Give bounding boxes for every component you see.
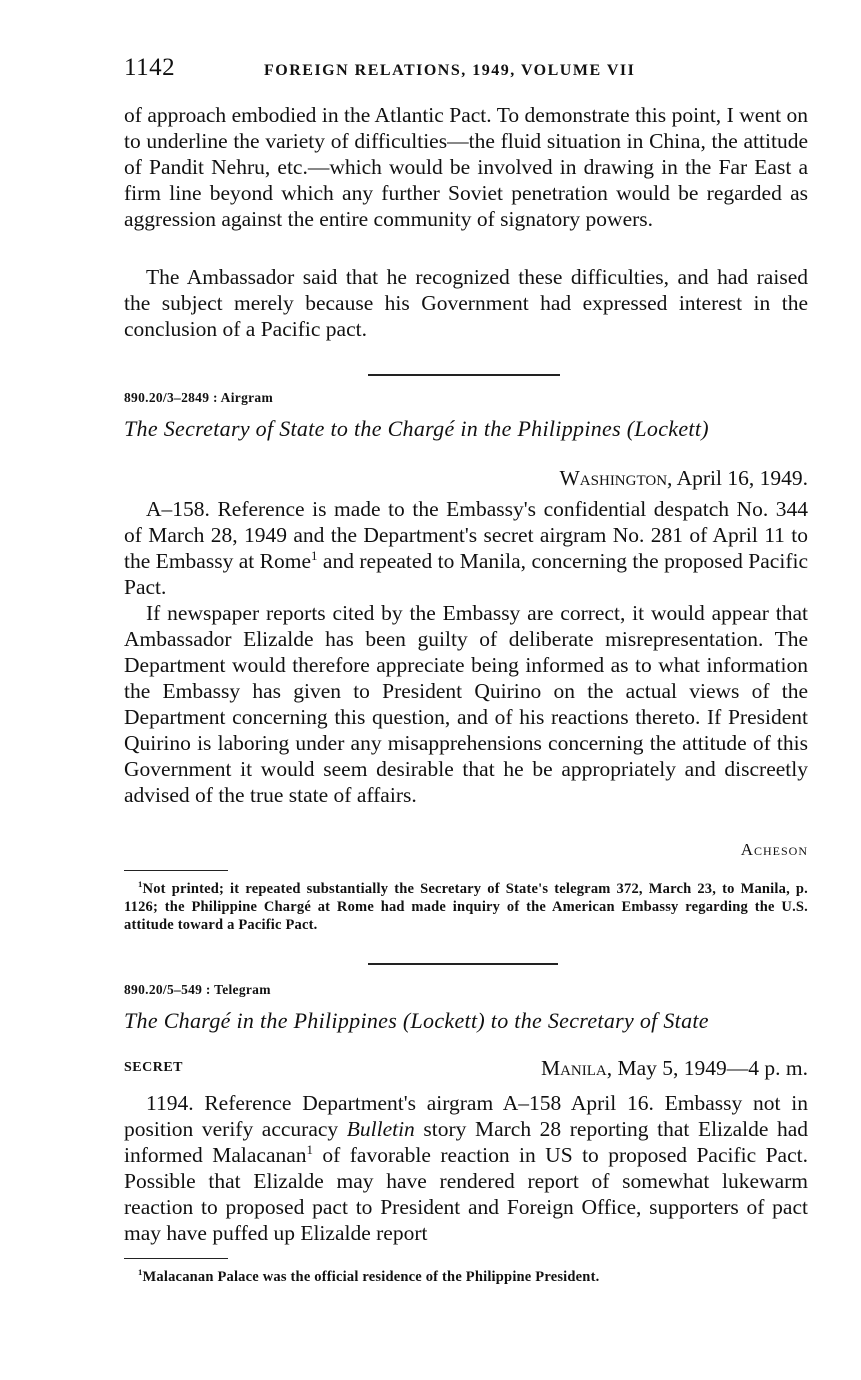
continuation-paragraph-1: of approach embodied in the Atlantic Pact. To demonstrate this point, I went on to underline the variety of difficulties—the fluid situation in China, the attitude of Pandit Nehru, etc.—which would be involved in drawing in the Far East a firm line beyond which any further Soviet penetration would be regarded as aggression against the entire community of signatory powers. bbox=[124, 103, 808, 231]
doc1-paragraph-2: If newspaper reports cited by the Embassy are correct, it would appear that Ambassador Elizalde has been guilty of deliberate misrepresentation. The Department would therefore appreciate being informed as to what information the Embassy has given to President Quirino on the actual views of the Department concerning this question, and of his reactions thereto. If President Quirino is laboring under any misapprehensions concerning the attitude of this Government it would seem desirable that he be appropriately and discreetly advised of the true state of affairs. bbox=[124, 601, 808, 807]
page-number: 1142 bbox=[124, 54, 176, 81]
doc2-dateline bbox=[541, 1056, 808, 1081]
doc1-paragraph-1 bbox=[124, 496, 808, 600]
footnote-divider bbox=[124, 870, 228, 871]
running-title: FOREIGN RELATIONS, 1949, VOLUME VII bbox=[264, 62, 636, 79]
section-divider bbox=[368, 963, 558, 965]
doc2-classification: SECRET bbox=[124, 1060, 184, 1075]
doc2-paragraph-1-text-b: story March 28 reporting that Elizalde had informed Malacanan bbox=[124, 1117, 808, 1167]
doc2-title: The Chargé in the Philippines (Lockett) to the Secretary of State bbox=[124, 1008, 709, 1033]
doc1-footnote-text: Not printed; it repeated substantially the Secretary of State's telegram 372, March 23, to Manila, p. 1126; the Philippine Chargé at Rome had made inquiry of the American Embassy regarding the U.S. attitude toward a Pacific Pact. bbox=[124, 881, 808, 933]
doc2-paragraph-1-text-a: 1194. Reference Department's airgram A–158 April 16. Embassy not in position verify accuracy bbox=[124, 1091, 808, 1141]
doc1-dateline bbox=[560, 466, 808, 491]
continuation-paragraph-2: The Ambassador said that he recognized these difficulties, and had raised the subject merely because his Government had expressed interest in the conclusion of a Pacific pact. bbox=[124, 265, 808, 341]
doc2-reference: 890.20/5–549 : Telegram bbox=[124, 982, 271, 997]
doc2-paragraph-1-text-c: of favorable reaction in US to proposed Pacific Pact. Possible that Elizalde may have rendered report of somewhat lukewarm reaction to proposed pact to President and Foreign Office, supporters of pact may have puffed up Elizalde report bbox=[124, 1143, 808, 1245]
footnote-mark: 1 bbox=[138, 879, 143, 890]
section-divider bbox=[368, 374, 560, 376]
doc1-paragraph-1-text-b: and repeated to Manila, concerning the proposed Pacific Pact. bbox=[124, 549, 808, 599]
doc1-dateline-place: Washington bbox=[559, 466, 668, 490]
doc1-signature: Acheson bbox=[740, 840, 808, 859]
doc1-paragraph-1-text-a: A–158. Reference is made to the Embassy's confidential despatch No. 344 of March 28, 1949 and the Department's secret airgram No. 281 of April 11 to the Embassy at Rome bbox=[124, 497, 808, 573]
doc2-footnote bbox=[124, 1268, 808, 1286]
doc1-dateline-date: , April 16, 1949. bbox=[667, 466, 808, 490]
footnote-divider bbox=[124, 1258, 228, 1259]
doc1-title: The Secretary of State to the Chargé in the Philippines (Lockett) bbox=[124, 416, 709, 441]
doc2-footnote-text: Malacanan Palace was the official residence of the Philippine President. bbox=[142, 1269, 600, 1285]
footnote-mark: 1 bbox=[138, 1267, 143, 1278]
page-header bbox=[124, 54, 814, 86]
doc1-reference: 890.20/3–2849 : Airgram bbox=[124, 390, 274, 405]
doc1-footnote bbox=[124, 880, 808, 934]
doc2-dateline-place: Manila bbox=[540, 1056, 607, 1080]
footnote-reference-mark: 1 bbox=[311, 548, 318, 563]
doc2-dateline-date: , May 5, 1949—4 p. m. bbox=[606, 1056, 808, 1080]
footnote-reference-mark: 1 bbox=[306, 1142, 313, 1157]
doc2-paragraph-1 bbox=[124, 1090, 808, 1246]
bulletin-italic: Bulletin bbox=[346, 1117, 415, 1141]
